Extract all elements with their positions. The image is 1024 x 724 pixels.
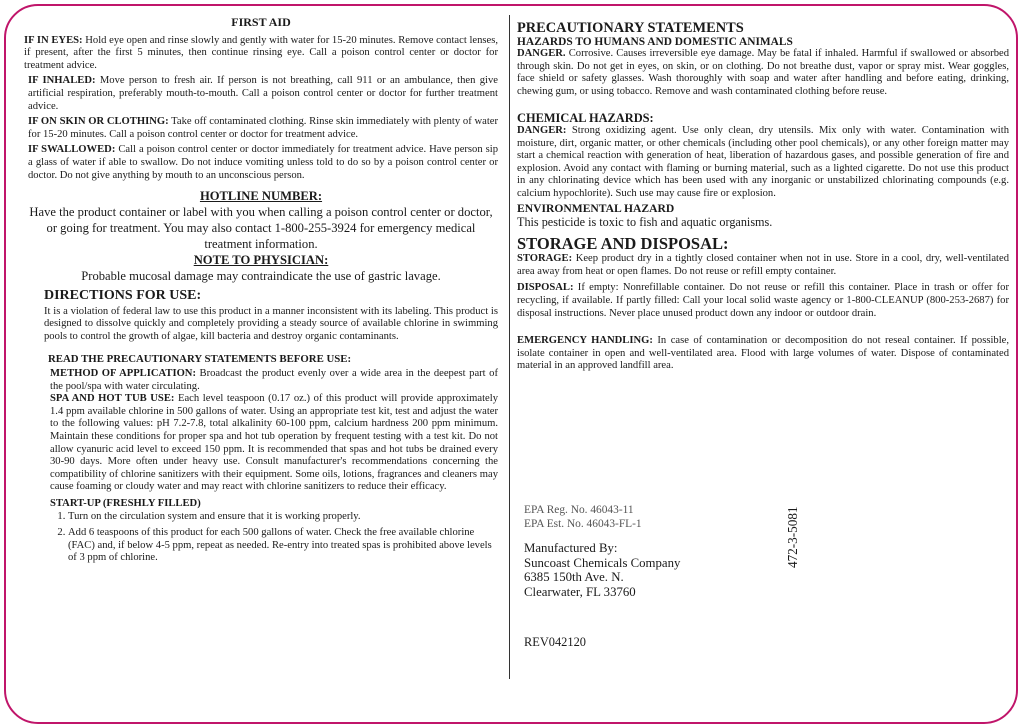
physician-text: Probable mucosal damage may contraindicate the use of gastric lavage. [81,269,441,284]
environmental-hazard-text: This pesticide is toxic to fish and aquatic organisms. [517,215,773,230]
danger-statement [517,48,1009,98]
disposal-statement [517,282,1009,320]
manufacturer-address-line1: 6385 150th Ave. N. [524,570,624,584]
directions-title: DIRECTIONS FOR USE: [44,288,202,304]
disposal-text: If empty: Nonrefillable container. Do not reuse or refill this container. Place in trash or offer for recycling, if available. If partly filled: Call your local solid waste agency or 1-800-CLEANUP (800-253-2687) for disposal instructions. Never place unused product down any indoor or outdoor drain. [517,282,1009,319]
first-aid-skin [24,116,498,141]
inhaled-heading: IF INHALED: [28,75,96,87]
chemical-hazards-heading: CHEMICAL HAZARDS: [517,111,654,126]
directions-intro: It is a violation of federal law to use this product in a manner inconsistent with its labeling. This product is designed to dissolve quickly and completely providing a steady source of available chlorine in swimming pools to control the growth of algae, kill bacteria and destroy organic contaminants. [44,305,498,342]
chemical-hazards [517,125,1009,201]
manufacturer-block [524,541,680,599]
manufacturer-address-line2: Clearwater, FL 33760 [524,584,636,599]
column-divider [509,15,510,679]
epa-reg-no: EPA Reg. No. 46043-11 [524,504,634,516]
read-precautionary-heading: READ THE PRECAUTIONARY STATEMENTS BEFORE USE: [48,352,352,365]
chem-danger-heading: DANGER: [517,124,567,136]
eyes-text: Hold eye open and rinse slowly and gently with water for 15-20 minutes. Remove contact lenses, if present, after the first 5 minutes, then continue rinsing eye. Call a poison control center or doctor for treatment advice. [24,34,498,71]
right-column [517,16,1009,373]
danger-heading: DANGER. [517,48,566,59]
method-of-application [24,368,498,393]
danger-text: Corrosive. Causes irreversible eye damage. May be fatal if inhaled. Harmful if swallowed or absorbed through skin. Do not get in eyes, on skin, or on clothing. Do not breathe dust, vapor or spray mist. Wear goggles, face shield or safety glasses. Wash thoroughly with soap and water after handling and before eating, drinking, chewing gum, or using tobacco. Remove and wash contaminated clothing before reuse. [517,48,1009,97]
startup-step: 2. Add 6 teaspoons of this product for each 500 gallons of water. Check the free available chlorine (FAC) and, if below 4-5 ppm, repeat as needed. Re-entry into treated spas is prohibited above levels of 3 ppm of chlorine. [68,527,498,565]
spa-hot-tub-use [24,393,498,494]
storage-heading: STORAGE: [517,253,573,265]
startup-heading: START-UP (FRESHLY FILLED) [50,498,201,510]
chem-text: Strong oxidizing agent. Use only clean, dry utensils. Mix only with water. Contamination with moisture, dirt, organic matter, or other chemicals (including other pool chemicals), or any other foreign matter may start a chemical reaction with generation of heat, liberation of hazardous gases, and possible generation of fire and explosion. Avoid any contact with flaming or burning material, such as a lighted cigarette. Do not use this product in any chlorinating device which has been used with any inorganic or unstabilized chlorinating compounds (e.g. calcium hypochlorite). Such use may cause fire or explosion. [517,124,1009,199]
precautionary-title: PRECAUTIONARY STATEMENTS [517,20,744,36]
spa-heading: SPA AND HOT TUB USE: [50,393,175,405]
swallowed-heading: IF SWALLOWED: [28,144,116,156]
manufacturer-name: Suncoast Chemicals Company [524,555,681,570]
emergency-handling [517,335,1009,373]
first-aid-title: FIRST AID [231,15,291,29]
method-text: Broadcast the product evenly over a wide area in the deepest part of the pool/spa with water circulating. [50,368,498,392]
spa-text: Each level teaspoon (0.17 oz.) of this product will provide approximately 1.4 ppm available chlorine in 500 gallons of water. Using an appropriate test kit, test and adjust the water to the following values: pH 7.2-7.8, total alkalinity 60-100 ppm, calcium hardness 200 ppm minimum. Maintain these conditions for proper spa and hot tub operation by frequent testing with a test kit. Do not allow cyanuric acid level to exceed 150 ppm. It is recommended that spas and hot tubs be drained every 30-90 days. More often under heavy use. Consult manufacturer's recommendations concerning the compatibility of chlorine sanitizers with their equipment. Some oils, lotions, fragrances and cleaners may cause foaming or cloudy water and may react with chlorine sanitizers to reduce their efficacy. [50,393,499,493]
skin-text: Take off contaminated clothing. Rinse skin immediately with plenty of water for 15-20 minutes. Call a poison control center or doctor for treatment advice. [28,116,498,140]
first-aid-eyes [24,35,498,73]
first-aid-swallowed [24,144,498,182]
skin-heading: IF ON SKIN OR CLOTHING: [28,116,169,128]
manufactured-by-label: Manufactured By: [524,541,618,555]
environmental-hazard-heading: ENVIRONMENTAL HAZARD [517,201,675,215]
epa-numbers [524,503,642,531]
hotline-text: Have the product container or label with you when calling a poison control center or doctor, or going for treatment. You may also contact 1-800-255-3924 for emergency medical treatment information. [29,205,493,252]
inhaled-text: Move person to fresh air. If person is not breathing, call 911 or an ambulance, then give artificial respiration, preferably mouth-to-mouth. Call a poison control center or doctor for further treatment advice. [28,75,499,112]
hotline-title: HOTLINE NUMBER: [199,189,323,204]
product-code-vertical: 472-3-5081 [785,506,800,568]
method-heading: METHOD OF APPLICATION: [50,368,196,380]
hazards-humans-heading: HAZARDS TO HUMANS AND DOMESTIC ANIMALS [517,36,793,48]
first-aid-inhaled [24,75,498,113]
emergency-text: In case of contamination or decomposition do not reseal container. If possible, isolate container in open and well-ventilated area. Flood with large volumes of water. Dispose of contaminated material in an approved landfill area. [517,335,1010,372]
storage-disposal-title: STORAGE AND DISPOSAL: [517,234,729,254]
storage-statement [517,253,1009,278]
storage-text: Keep product dry in a tightly closed container when not in use. Store in a cool, dry, well-ventilated area away from heat or open flames. Do not reuse or refill empty container. [517,253,1009,277]
disposal-heading: DISPOSAL: [517,282,574,294]
left-column [24,16,498,565]
eyes-heading: IF IN EYES: [24,34,83,46]
revision-code: REV042120 [524,635,586,649]
startup-steps [24,511,498,565]
emergency-heading: EMERGENCY HANDLING: [517,335,653,347]
physician-title: NOTE TO PHYSICIAN: [193,253,329,268]
startup-step: 1. Turn on the circulation system and ensure that it is working properly. [68,511,498,524]
swallowed-text: Call a poison control center or doctor immediately for treatment advice. Have person sip a glass of water if able to swallow. Do not induce vomiting unless told to do so by a poison control center or doctor. Do not give anything by mouth to an unconscious person. [28,144,498,181]
epa-est-no: EPA Est. No. 46043-FL-1 [524,518,642,530]
